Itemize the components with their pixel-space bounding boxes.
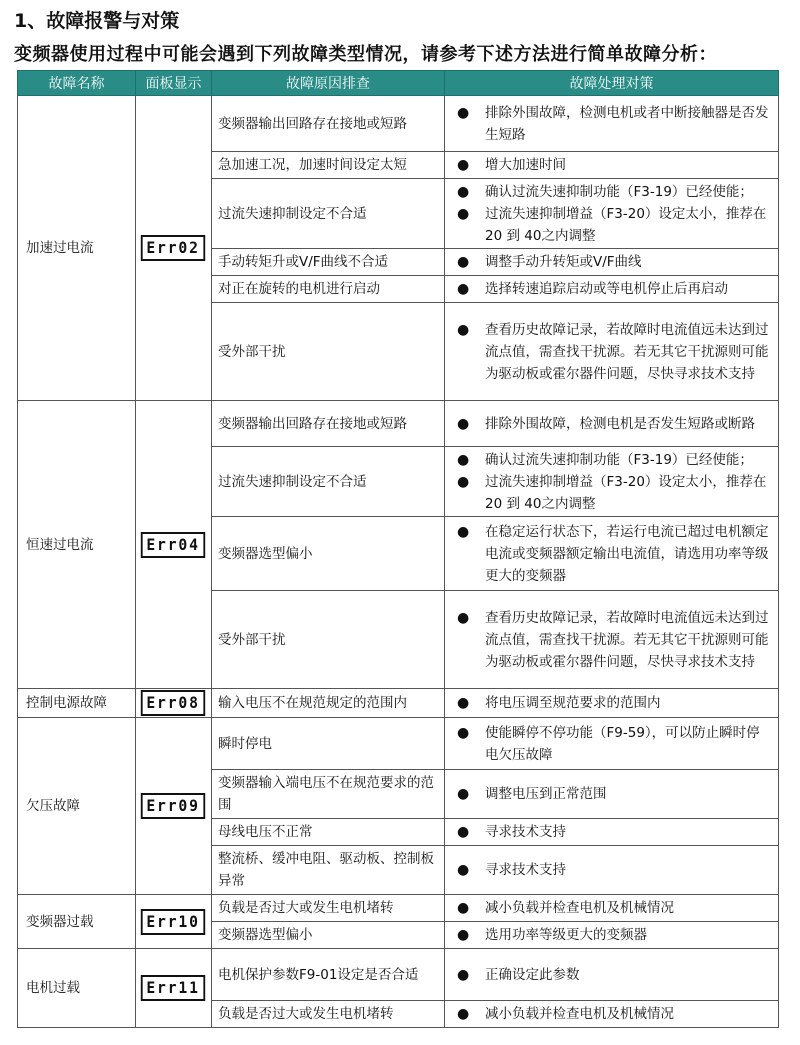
- solution-text: 调整电压到正常范围: [485, 786, 607, 802]
- solution-item: [451, 413, 772, 435]
- error-code-display: Err10: [141, 909, 206, 935]
- fault-name-cell: 欠压故障: [18, 718, 136, 895]
- bullet-icon: ●: [457, 786, 470, 802]
- cause-cell: 过流失速抑制设定不合适: [212, 179, 445, 249]
- cause-cell: 受外部干扰: [212, 591, 445, 689]
- solution-item: [451, 692, 772, 714]
- solution-item: [451, 102, 772, 146]
- error-code-display: Err09: [141, 793, 206, 819]
- bullet-icon: ●: [457, 824, 470, 840]
- solution-item: [451, 897, 772, 919]
- solution-item: [451, 1003, 772, 1025]
- table-row: [18, 401, 779, 447]
- solution-text: 确认过流失速抑制功能（F3-19）已经使能；: [485, 183, 753, 200]
- error-code-display: Err11: [141, 975, 206, 1001]
- header-solution: 故障处理对策: [445, 71, 779, 96]
- error-code-display: Err08: [141, 690, 206, 716]
- solution-cell: [445, 718, 779, 770]
- error-code-display: Err04: [141, 532, 206, 558]
- solution-text: 使能瞬停不停功能（F9-59），可以防止瞬时停电欠压故障: [485, 724, 760, 763]
- solution-text: 减小负载并检查电机及机械情况: [485, 900, 674, 916]
- cause-cell: 手动转矩升或V/F曲线不合适: [212, 249, 445, 276]
- solution-item: [451, 821, 772, 843]
- solution-cell: [445, 922, 779, 949]
- bullet-icon: ●: [457, 254, 470, 270]
- table-row: [18, 689, 779, 718]
- solution-cell: [445, 249, 779, 276]
- solution-cell: [445, 401, 779, 447]
- cause-cell: 对正在旋转的电机进行启动: [212, 276, 445, 303]
- solution-cell: [445, 303, 779, 401]
- solution-text: 调整手动升转矩或V/F曲线: [485, 254, 642, 270]
- bullet-icon: ●: [457, 321, 470, 338]
- cause-cell: 变频器输出回路存在接地或短路: [212, 96, 445, 152]
- fault-table: [17, 70, 779, 1028]
- bullet-icon: ●: [457, 609, 470, 626]
- solution-text: 查看历史故障记录，若故障时电流值远未达到过流点值，需查找干扰源。若无其它干扰源则可能为驱动板或霍尔器件问题，尽快寻求技术支持: [485, 609, 769, 670]
- fault-name-cell: 电机过载: [18, 949, 136, 1028]
- solution-item: [451, 471, 772, 515]
- solution-cell: [445, 96, 779, 152]
- bullet-icon: ●: [457, 966, 470, 983]
- bullet-icon: ●: [457, 104, 470, 121]
- solution-item: [451, 278, 772, 300]
- bullet-icon: ●: [457, 183, 470, 200]
- fault-name-cell: 变频器过载: [18, 895, 136, 949]
- page-subtitle: 变频器使用过程中可能会遇到下列故障类型情况，请参考下述方法进行简单故障分析：: [14, 44, 717, 65]
- error-code-display: Err02: [141, 235, 206, 261]
- solution-item: [451, 203, 772, 247]
- solution-text: 选用功率等级更大的变频器: [485, 927, 647, 943]
- bullet-icon: ●: [457, 205, 470, 222]
- cause-cell: 变频器输入端电压不在规范要求的范围: [212, 770, 445, 819]
- solution-cell: [445, 1001, 779, 1028]
- panel-display-cell: [136, 689, 212, 718]
- solution-cell: [445, 770, 779, 819]
- solution-text: 选择转速追踪启动或等电机停止后再启动: [485, 281, 728, 297]
- solution-item: [451, 154, 772, 176]
- solution-text: 确认过流失速抑制功能（F3-19）已经使能；: [485, 451, 753, 468]
- solution-cell: [445, 447, 779, 517]
- solution-item: [451, 722, 772, 766]
- solution-cell: [445, 819, 779, 846]
- cause-cell: 负载是否过大或发生电机堵转: [212, 895, 445, 922]
- panel-display-cell: [136, 949, 212, 1028]
- solution-cell: [445, 949, 779, 1001]
- solution-cell: [445, 895, 779, 922]
- page-title: 1、故障报警与对策: [14, 10, 180, 32]
- solution-cell: [445, 276, 779, 303]
- bullet-icon: ●: [457, 281, 470, 297]
- solution-text: 排除外围故障，检测电机是否发生短路或断路: [485, 415, 755, 432]
- solution-item: [451, 251, 772, 273]
- bullet-icon: ●: [457, 862, 470, 878]
- cause-cell: 过流失速抑制设定不合适: [212, 447, 445, 517]
- header-panel-display: 面板显示: [136, 71, 212, 96]
- solution-cell: [445, 689, 779, 718]
- solution-item: [451, 521, 772, 587]
- solution-item: [451, 924, 772, 946]
- solution-text: 查看历史故障记录，若故障时电流值远未达到过流点值，需查找干扰源。若无其它干扰源则可能为驱动板或霍尔器件问题，尽快寻求技术支持: [485, 321, 769, 382]
- cause-cell: 瞬时停电: [212, 718, 445, 770]
- fault-name-cell: 加速过电流: [18, 96, 136, 401]
- bullet-icon: ●: [457, 523, 470, 540]
- cause-cell: 受外部干扰: [212, 303, 445, 401]
- solution-item: [451, 319, 772, 385]
- solution-text: 在稳定运行状态下，若运行电流已超过电机额定电流或变频器额定输出电流值，请选用功率等级更大的变频器: [485, 523, 769, 584]
- table-body: [18, 96, 779, 1028]
- solution-text: 正确设定此参数: [485, 966, 580, 983]
- solution-cell: [445, 591, 779, 689]
- fault-name-cell: 恒速过电流: [18, 401, 136, 689]
- solution-text: 增大加速时间: [485, 157, 566, 173]
- solution-item: [451, 859, 772, 881]
- solution-cell: [445, 517, 779, 591]
- cause-cell: 母线电压不正常: [212, 819, 445, 846]
- bullet-icon: ●: [457, 157, 470, 173]
- solution-item: [451, 607, 772, 673]
- bullet-icon: ●: [457, 900, 470, 916]
- cause-cell: 输入电压不在规范规定的范围内: [212, 689, 445, 718]
- panel-display-cell: [136, 895, 212, 949]
- panel-display-cell: [136, 96, 212, 401]
- bullet-icon: ●: [457, 473, 470, 490]
- panel-display-cell: [136, 718, 212, 895]
- solution-cell: [445, 179, 779, 249]
- bullet-icon: ●: [457, 695, 470, 711]
- cause-cell: 变频器选型偏小: [212, 922, 445, 949]
- fault-name-cell: 控制电源故障: [18, 689, 136, 718]
- solution-text: 过流失速抑制增益（F3-20）设定太小，推荐在20 到 40之内调整: [485, 205, 767, 244]
- panel-display-cell: [136, 401, 212, 689]
- solution-cell: [445, 152, 779, 179]
- bullet-icon: ●: [457, 927, 470, 943]
- header-fault-name: 故障名称: [18, 71, 136, 96]
- table-row: [18, 96, 779, 152]
- solution-text: 寻求技术支持: [485, 862, 566, 878]
- bullet-icon: ●: [457, 451, 470, 468]
- table-row: [18, 718, 779, 770]
- header-cause: 故障原因排查: [212, 71, 445, 96]
- solution-item: [451, 783, 772, 805]
- cause-cell: 变频器选型偏小: [212, 517, 445, 591]
- solution-text: 减小负载并检查电机及机械情况: [485, 1006, 674, 1022]
- solution-text: 将电压调至规范要求的范围内: [485, 695, 661, 711]
- bullet-icon: ●: [457, 415, 470, 432]
- cause-cell: 负载是否过大或发生电机堵转: [212, 1001, 445, 1028]
- solution-text: 排除外围故障，检测电机或者中断接触器是否发生短路: [485, 104, 769, 143]
- cause-cell: 电机保护参数F9-01设定是否合适: [212, 949, 445, 1001]
- solution-item: [451, 964, 772, 986]
- cause-cell: 急加速工况，加速时间设定太短: [212, 152, 445, 179]
- table-row: [18, 949, 779, 1001]
- solution-text: 过流失速抑制增益（F3-20）设定太小，推荐在20 到 40之内调整: [485, 473, 767, 512]
- cause-cell: 变频器输出回路存在接地或短路: [212, 401, 445, 447]
- solution-item: [451, 181, 772, 203]
- table-row: [18, 895, 779, 922]
- cause-cell: 整流桥、缓冲电阻、驱动板、控制板异常: [212, 846, 445, 895]
- solution-cell: [445, 846, 779, 895]
- bullet-icon: ●: [457, 1006, 470, 1022]
- table-header-row: [18, 71, 779, 96]
- bullet-icon: ●: [457, 724, 470, 741]
- solution-item: [451, 449, 772, 471]
- solution-text: 寻求技术支持: [485, 824, 566, 840]
